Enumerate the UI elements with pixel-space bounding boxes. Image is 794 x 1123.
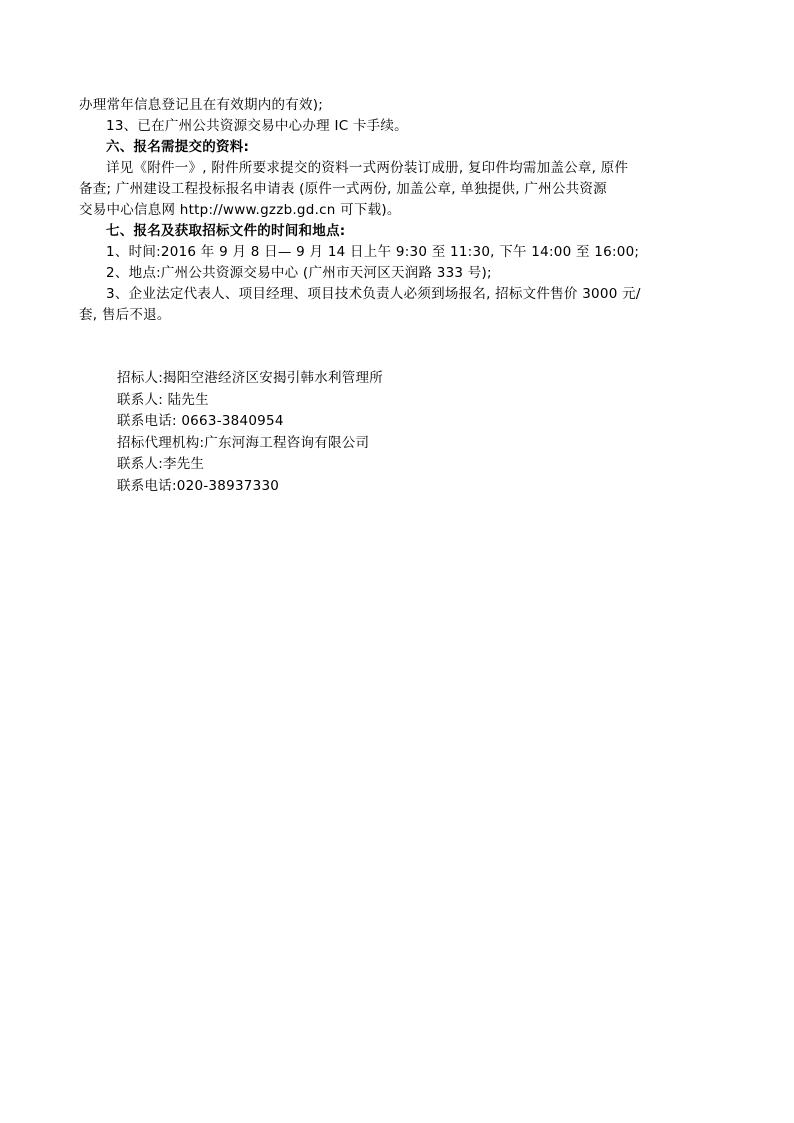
section-heading-seven: 七、报名及获取招标文件的时间和地点:: [106, 223, 346, 239]
paragraph-line-continuation: 办理常年信息登记且在有效期内的有效);: [79, 97, 324, 113]
paragraph-line: 详见《附件一》, 附件所要求提交的资料一式两份装订成册, 复印件均需加盖公章, 原件: [106, 160, 629, 176]
list-item-requirements: 3、企业法定代表人、项目经理、项目技术负责人必须到场报名, 招标文件售价 3000 元/: [106, 286, 641, 302]
tenderer-contact-person: 联系人: 陆先生: [117, 391, 209, 408]
paragraph-line: 备查; 广州建设工程投标报名申请表 (原件一式两份, 加盖公章, 单独提供, 广州公共资源: [79, 181, 607, 197]
list-item-location: 2、地点:广州公共资源交易中心 (广州市天河区天润路 333 号);: [106, 265, 492, 281]
paragraph-line: 交易中心信息网 http://www.gzzb.gd.cn 可下载)。: [79, 202, 401, 218]
tender-agency: 招标代理机构:广东河海工程咨询有限公司: [117, 434, 370, 451]
agency-phone: 联系电话:020-38937330: [117, 477, 280, 494]
document-body: [79, 95, 719, 326]
agency-contact-person: 联系人:李先生: [117, 456, 205, 472]
list-item-13: 13、已在广州公共资源交易中心办理 IC 卡手续。: [106, 118, 408, 134]
list-item-time: 1、时间:2016 年 9 月 8 日— 9 月 14 日上午 9:30 至 11:30, 下午 14:00 至 16:00;: [106, 244, 640, 260]
paragraph-line: 套, 售后不退。: [79, 307, 171, 323]
section-heading-six: 六、报名需提交的资料:: [106, 139, 250, 155]
contact-info: [117, 368, 677, 497]
tenderer-phone: 联系电话: 0663-3840954: [117, 413, 284, 429]
tenderer: 招标人:揭阳空港经济区安揭引韩水利管理所: [117, 370, 384, 386]
